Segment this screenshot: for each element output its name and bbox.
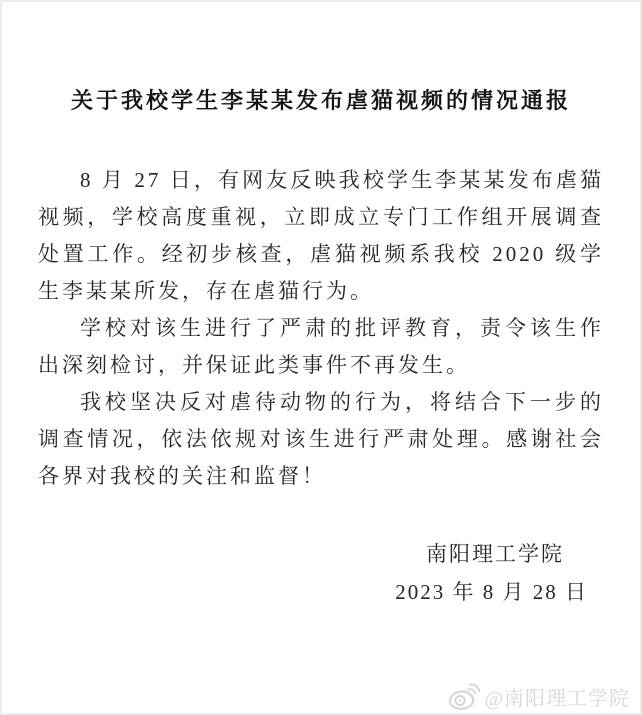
notice-paragraph-2: 学校对该生进行了严肃的批评教育，责令该生作出深刻检讨，并保证此类事件不再发生。 [38, 316, 604, 377]
weibo-icon [447, 683, 480, 711]
notice-paragraph-1: 8 月 27 日，有网友反映我校学生李某某发布虐猫视频，学校高度重视，立即成立专门工作组开展调查处置工作。经初步核查，虐猫视频系我校 2020 级学生李某某所发，存在虐猫行为。 [38, 168, 604, 303]
notice-title: 关于我校学生李某某发布虐猫视频的情况通报 [70, 88, 571, 113]
watermark-text: @南阳理工学院 [484, 688, 630, 710]
watermark [447, 682, 630, 711]
signature-block [2, 535, 640, 611]
notice-paragraph-3: 我校坚决反对虐待动物的行为，将结合下一步的调查情况，依法依规对该生进行严肃处理。感谢社会各界对我校的关注和监督！ [38, 390, 604, 488]
signature-org: 南阳理工学院 [426, 542, 564, 566]
notice-body [38, 162, 604, 495]
signature-date: 2023 年 8 月 28 日 [395, 580, 588, 604]
